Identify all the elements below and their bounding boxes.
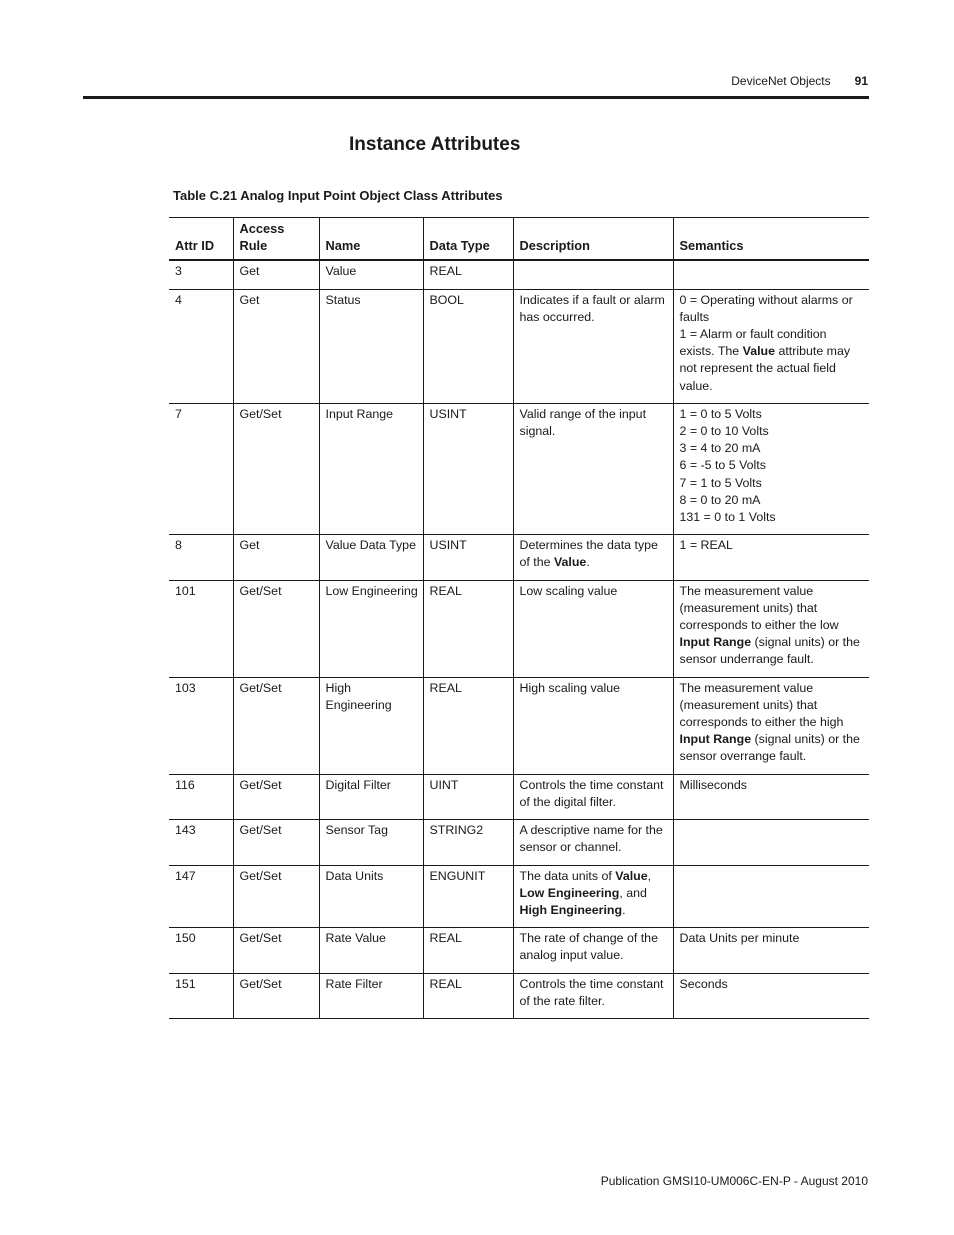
cell-name: Sensor Tag xyxy=(319,820,423,865)
cell-data-type: USINT xyxy=(423,403,513,534)
cell-name: Value xyxy=(319,260,423,289)
cell-access-rule: Get/Set xyxy=(233,774,319,819)
text-run: A descriptive name for the sensor or channel. xyxy=(519,823,663,855)
section-title: Instance Attributes xyxy=(349,134,521,155)
cell-name: Low Engineering xyxy=(319,580,423,677)
cell-name: Data Units xyxy=(319,865,423,928)
cell-access-rule: Get/Set xyxy=(233,865,319,928)
cell-description xyxy=(513,289,673,403)
cell-semantics xyxy=(673,820,869,865)
cell-semantics xyxy=(673,535,869,580)
text-run: Indicates if a fault or alarm has occurred. xyxy=(519,292,665,324)
text-run: 0 = Operating without alarms or faults xyxy=(679,292,853,324)
cell-description xyxy=(513,865,673,928)
text-run: attribute may not represent the actual field value. xyxy=(679,344,851,393)
cell-data-type: ENGUNIT xyxy=(423,865,513,928)
header-description: Description xyxy=(513,218,673,261)
text-run: . xyxy=(586,555,590,570)
cell-name: High Engineering xyxy=(319,677,423,774)
cell-access-rule: Get xyxy=(233,289,319,403)
header-access-rule: Access Rule xyxy=(233,218,319,261)
table-row xyxy=(169,260,869,289)
cell-description xyxy=(513,403,673,534)
cell-semantics xyxy=(673,928,869,973)
text-run: Valid range of the input signal. xyxy=(519,406,647,439)
table-row xyxy=(169,403,869,534)
text-run: Controls the time constant of the digital filter. xyxy=(519,777,664,809)
header-data-type: Data Type xyxy=(423,218,513,261)
cell-description xyxy=(513,774,673,819)
text-run: 6 = -5 to 5 Volts xyxy=(679,458,766,473)
text-run: Controls the time constant of the rate filter. xyxy=(519,976,664,1008)
cell-semantics xyxy=(673,774,869,819)
table-row xyxy=(169,973,869,1018)
text-run: , and xyxy=(619,885,647,900)
bold-term: Value xyxy=(615,868,648,883)
text-run: The rate of change of the analog input value. xyxy=(519,931,658,963)
cell-name: Value Data Type xyxy=(319,535,423,580)
cell-data-type: BOOL xyxy=(423,289,513,403)
cell-attr-id: 7 xyxy=(169,403,233,534)
text-run: , xyxy=(647,868,652,883)
text-run: 8 = 0 to 20 mA xyxy=(679,492,761,507)
cell-data-type: REAL xyxy=(423,677,513,774)
bold-term: Input Range xyxy=(679,635,752,650)
cell-data-type: REAL xyxy=(423,580,513,677)
cell-data-type: UINT xyxy=(423,774,513,819)
text-run: The data units of xyxy=(519,868,616,883)
text-run: (signal units) or the sensor overrange fault. xyxy=(679,732,860,764)
cell-description xyxy=(513,580,673,677)
cell-data-type: REAL xyxy=(423,928,513,973)
cell-semantics xyxy=(673,289,869,403)
cell-attr-id: 147 xyxy=(169,865,233,928)
table-row xyxy=(169,865,869,928)
text-run: 3 = 4 to 20 mA xyxy=(679,441,761,456)
text-run: Seconds xyxy=(679,976,728,991)
running-header-section: DeviceNet Objects xyxy=(731,74,831,88)
cell-semantics xyxy=(673,677,869,774)
cell-access-rule: Get/Set xyxy=(233,820,319,865)
cell-attr-id: 3 xyxy=(169,260,233,289)
header-attr-id: Attr ID xyxy=(169,218,233,261)
text-run: Determines the data type of the xyxy=(519,538,658,570)
text-run: Data Units per minute xyxy=(679,931,800,946)
text-run: 131 = 0 to 1 Volts xyxy=(679,510,776,525)
text-run: 1 = 0 to 5 Volts xyxy=(679,406,762,421)
text-run: Milliseconds xyxy=(679,777,747,792)
cell-data-type: USINT xyxy=(423,535,513,580)
cell-description xyxy=(513,260,673,289)
cell-semantics xyxy=(673,973,869,1018)
bold-term: Input Range xyxy=(679,732,752,747)
cell-name: Input Range xyxy=(319,403,423,534)
cell-attr-id: 4 xyxy=(169,289,233,403)
cell-access-rule: Get xyxy=(233,535,319,580)
bold-term: Low Engineering xyxy=(519,885,620,900)
cell-semantics xyxy=(673,260,869,289)
cell-description xyxy=(513,677,673,774)
publication-footer: Publication GMSI10-UM006C-EN-P - August 2010 xyxy=(600,1174,868,1188)
table-caption: Table C.21 Analog Input Point Object Class Attributes xyxy=(173,188,503,203)
cell-name: Rate Value xyxy=(319,928,423,973)
header-name: Name xyxy=(319,218,423,261)
cell-access-rule: Get/Set xyxy=(233,928,319,973)
cell-description xyxy=(513,820,673,865)
table-row xyxy=(169,677,869,774)
cell-data-type: REAL xyxy=(423,260,513,289)
cell-name: Status xyxy=(319,289,423,403)
cell-access-rule: Get/Set xyxy=(233,403,319,534)
cell-attr-id: 151 xyxy=(169,973,233,1018)
text-run: 2 = 0 to 10 Volts xyxy=(679,424,769,439)
cell-name: Rate Filter xyxy=(319,973,423,1018)
cell-semantics xyxy=(673,403,869,534)
cell-attr-id: 8 xyxy=(169,535,233,580)
cell-access-rule: Get/Set xyxy=(233,580,319,677)
table-row xyxy=(169,289,869,403)
attributes-table xyxy=(169,217,869,1019)
text-run: . xyxy=(622,902,626,917)
page-number: 91 xyxy=(854,74,868,88)
text-run: The measurement value (measurement units) that corresponds to either the low xyxy=(679,583,839,633)
cell-access-rule: Get xyxy=(233,260,319,289)
cell-attr-id: 116 xyxy=(169,774,233,819)
cell-attr-id: 103 xyxy=(169,677,233,774)
cell-attr-id: 143 xyxy=(169,820,233,865)
cell-name: Digital Filter xyxy=(319,774,423,819)
header-rule xyxy=(83,96,869,99)
table-row xyxy=(169,928,869,973)
bold-term: Value xyxy=(553,555,587,570)
bold-term: Value xyxy=(742,344,776,359)
text-run: High scaling value xyxy=(519,680,621,695)
header-semantics: Semantics xyxy=(673,218,869,261)
cell-access-rule: Get/Set xyxy=(233,973,319,1018)
table-row xyxy=(169,535,869,580)
cell-access-rule: Get/Set xyxy=(233,677,319,774)
cell-data-type: STRING2 xyxy=(423,820,513,865)
cell-description xyxy=(513,535,673,580)
bold-term: High Engineering xyxy=(519,902,623,917)
table-row xyxy=(169,580,869,677)
table-body xyxy=(169,260,869,1018)
cell-data-type: REAL xyxy=(423,973,513,1018)
text-run: (signal units) or the sensor underrange fault. xyxy=(679,635,860,667)
cell-attr-id: 150 xyxy=(169,928,233,973)
running-header xyxy=(731,74,868,88)
table-row xyxy=(169,820,869,865)
cell-semantics xyxy=(673,865,869,928)
table-row xyxy=(169,774,869,819)
cell-attr-id: 101 xyxy=(169,580,233,677)
cell-semantics xyxy=(673,580,869,677)
text-run: The measurement value (measurement units) that corresponds to either the high xyxy=(679,680,844,730)
cell-description xyxy=(513,973,673,1018)
text-run: 1 = REAL xyxy=(679,538,733,553)
text-run: Low scaling value xyxy=(519,583,618,598)
text-run: 1 = Alarm or fault condition exists. The xyxy=(679,327,827,359)
text-run: 7 = 1 to 5 Volts xyxy=(679,475,762,490)
table-header-row xyxy=(169,218,869,261)
cell-description xyxy=(513,928,673,973)
